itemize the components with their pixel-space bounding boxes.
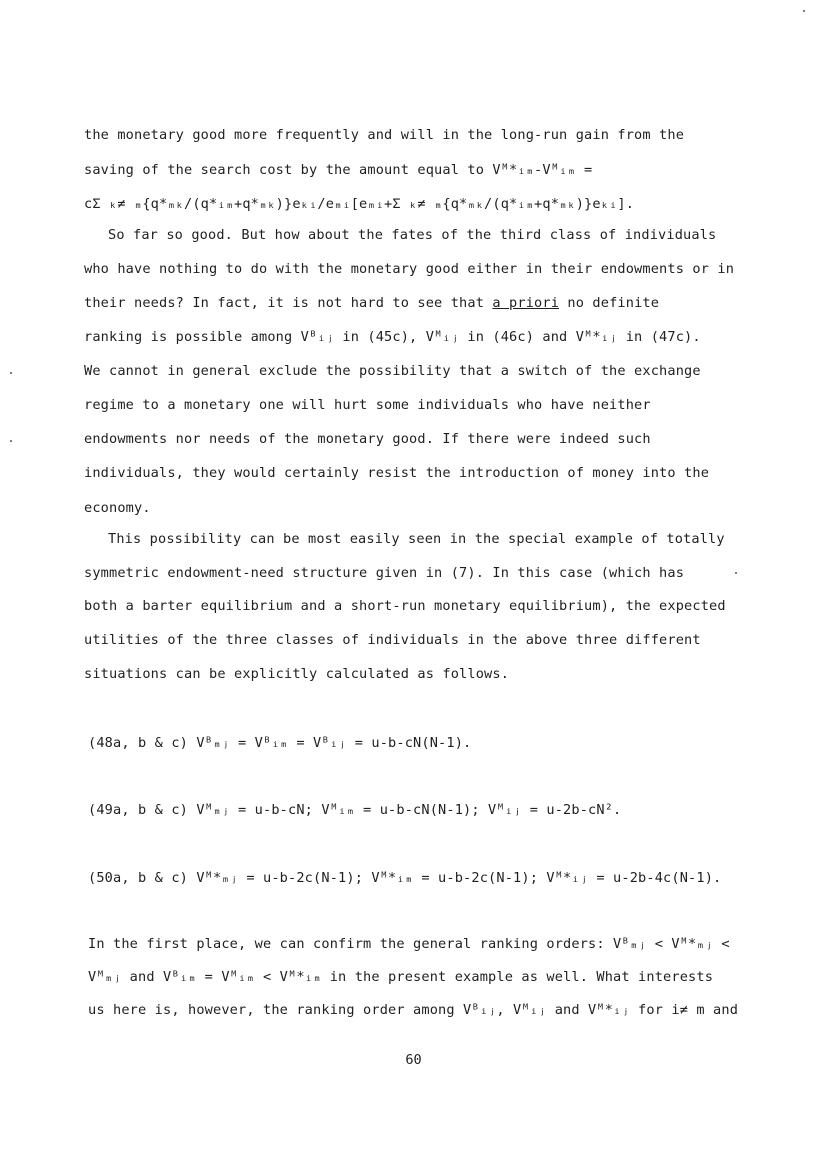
body-text-line: both a barter equilibrium and a short-run monetary equilibrium), the expected — [84, 598, 726, 614]
page-number: 60 — [405, 1052, 422, 1068]
equation-50: (50a, b & c) Vᴹ*ₘⱼ = u-b-2c(N-1); Vᴹ*ᵢₘ = u-b-2c(N-1); Vᴹ*ᵢⱼ = u-2b-4c(N-1). — [88, 870, 722, 886]
equation-48: (48a, b & c) Vᴮₘⱼ = Vᴮᵢₘ = Vᴮᵢⱼ = u-b-cN(N-1). — [88, 735, 472, 751]
body-text-fragment: their needs? In fact, it is not hard to see that — [84, 295, 493, 311]
body-text-line: the monetary good more frequently and will in the long-run gain from the — [84, 127, 685, 143]
scan-speck — [735, 572, 737, 574]
body-text-line: regime to a monetary one will hurt some individuals who have neither — [84, 397, 651, 413]
body-text-line: endowments nor needs of the monetary good. If there were indeed such — [84, 431, 651, 447]
body-text-line: us here is, however, the ranking order among Vᴮᵢⱼ, Vᴹᵢⱼ and Vᴹ*ᵢⱼ for i≠ m and — [88, 1002, 739, 1018]
scan-speck — [10, 440, 12, 442]
body-text-line: cΣ ₖ≠ ₘ{q*ₘₖ/(q*ᵢₘ+q*ₘₖ)}eₖᵢ/eₘᵢ[eₘᵢ+Σ ₖ≠ ₘ{q*ₘₖ/(q*ᵢₘ+q*ₘₖ)}eₖᵢ]. — [84, 196, 635, 212]
body-text-fragment: no definite — [559, 295, 660, 311]
body-text-line: utilities of the three classes of individuals in the above three different — [84, 632, 701, 648]
body-text-line: This possibility can be most easily seen in the special example of totally — [108, 531, 725, 547]
body-text-line: We cannot in general exclude the possibility that a switch of the exchange — [84, 363, 701, 379]
body-text-line: Vᴹₘⱼ and Vᴮᵢₘ = Vᴹᵢₘ < Vᴹ*ᵢₘ in the present example as well. What interests — [88, 969, 714, 985]
equation-49: (49a, b & c) Vᴹₘⱼ = u-b-cN; Vᴹᵢₘ = u-b-cN(N-1); Vᴹᵢⱼ = u-2b-cN². — [88, 802, 622, 818]
body-text-line: ranking is possible among Vᴮᵢⱼ in (45c), Vᴹᵢⱼ in (46c) and Vᴹ*ᵢⱼ in (47c). — [84, 329, 701, 345]
body-text-line: So far so good. But how about the fates of the third class of individuals — [108, 227, 717, 243]
body-text-line: who have nothing to do with the monetary good either in their endowments or in — [84, 261, 735, 277]
emphasized-term: a priori — [492, 295, 560, 311]
body-text-line — [84, 294, 744, 312]
body-text-line: symmetric endowment-need structure given in (7). In this case (which has — [84, 565, 685, 581]
scan-speck — [10, 372, 12, 374]
body-text-line: economy. — [84, 500, 151, 516]
scan-speck — [803, 10, 805, 12]
body-text-line: situations can be explicitly calculated as follows. — [84, 666, 510, 682]
body-text-line: individuals, they would certainly resist the introduction of money into the — [84, 465, 710, 481]
body-text-line: In the first place, we can confirm the general ranking orders: Vᴮₘⱼ < Vᴹ*ₘⱼ < — [88, 936, 730, 952]
body-text-line: saving of the search cost by the amount equal to Vᴹ*ᵢₘ-Vᴹᵢₘ = — [84, 162, 593, 178]
